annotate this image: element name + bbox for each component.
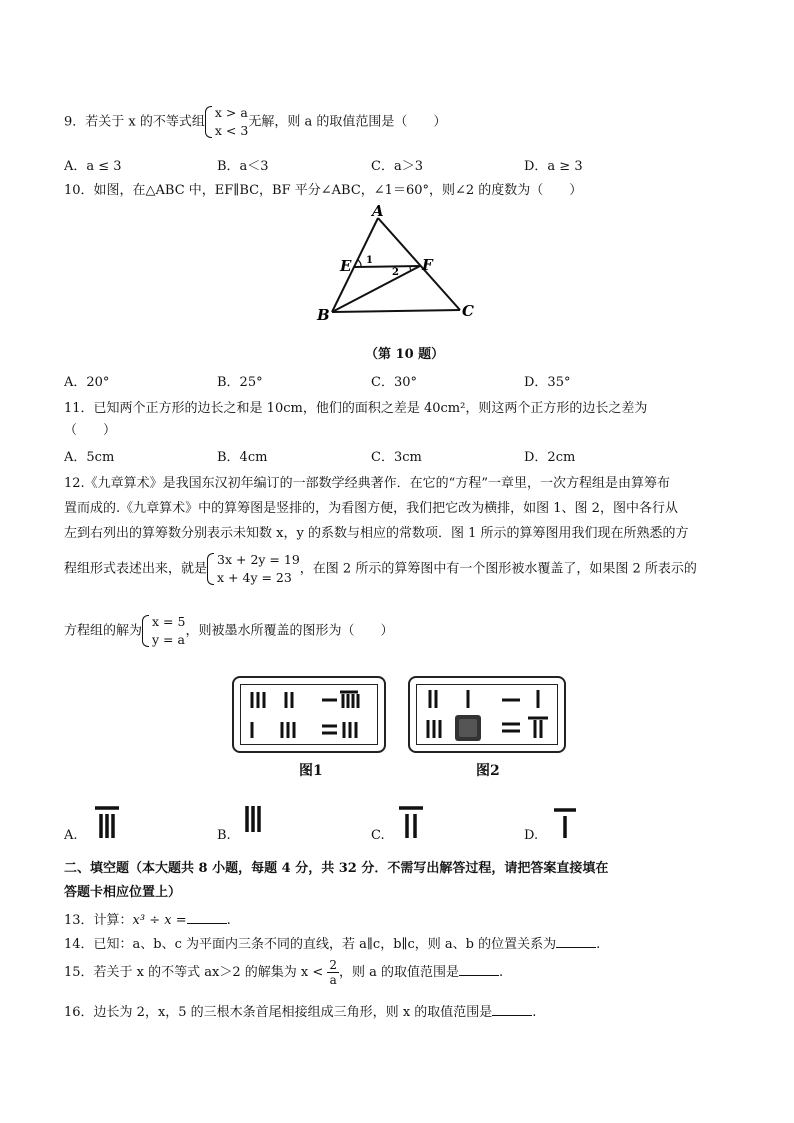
q15-suffix: ，则 a 的取值范围是 xyxy=(339,965,460,980)
q9-sys-line2: x < 3 xyxy=(214,123,249,138)
q9-prefix: 9．若关于 x 的不等式组 xyxy=(64,114,205,130)
q9-option-c[interactable]: C．a＞3 xyxy=(371,159,423,174)
figure-2-label: 图2 xyxy=(476,763,500,779)
q13-expression: x³ ÷ x = xyxy=(132,913,187,928)
q12-line1: 12.《九章算术》是我国东汉初年编订的一部数学经典著作．在它的“方程”一章里，一次方程组是由算筹布 xyxy=(64,476,670,491)
q16-suffix: . xyxy=(532,1005,537,1020)
q15-answer-blank[interactable] xyxy=(459,964,499,976)
q12-eq2: x + 4y = 23 xyxy=(217,570,292,585)
q12-line3: 左到右列出的算筹数分别表示未知数 x，y 的系数与相应的常数项．图 1 所示的算筹图用我们现在所熟悉的方 xyxy=(64,526,689,541)
section2-heading-line2: 答题卡相应位置上） xyxy=(64,885,182,900)
q12-line5-prefix: 方程组的解为 xyxy=(64,623,143,639)
section2-heading-line1: 二、填空题（本大题共 8 小题，每题 4 分，共 32 分．不需写出解答过程，请把答案直接填在 xyxy=(64,861,609,876)
figure-1-box xyxy=(232,676,386,753)
label-e: E xyxy=(340,257,352,275)
q9-sys-line1: x > a xyxy=(214,105,248,120)
q13-suffix: . xyxy=(226,913,231,928)
q12-option-d[interactable]: D. xyxy=(524,828,539,843)
q14-answer-blank[interactable] xyxy=(556,936,596,948)
q12-option-c[interactable]: C. xyxy=(371,828,385,843)
q16-answer-blank[interactable] xyxy=(492,1004,532,1016)
q15-fraction-den: a xyxy=(329,973,337,987)
q15 xyxy=(64,958,503,987)
q9-system xyxy=(205,104,248,140)
q9-suffix: 无解，则 a 的取值范围是（ ） xyxy=(248,114,447,130)
q14-suffix: . xyxy=(596,937,601,952)
q12-option-rods xyxy=(80,804,680,844)
label-b: B xyxy=(317,306,330,324)
q11-option-d[interactable]: D．2cm xyxy=(524,450,576,465)
figure-2-rods xyxy=(410,678,564,751)
q10-option-b[interactable]: B．25° xyxy=(217,375,263,390)
q12-eq1: 3x + 2y = 19 xyxy=(217,552,300,567)
figure-2-box xyxy=(408,676,566,753)
q14-text: 14．已知：a、b、c 为平面内三条不同的直线，若 a∥c，b∥c，则 a、b 的位置关系为 xyxy=(64,937,557,952)
q15-fraction-num: 2 xyxy=(329,958,338,972)
q13-prefix: 13．计算： xyxy=(64,913,133,928)
q15-fraction xyxy=(327,958,339,987)
q9-option-b[interactable]: B．a＜3 xyxy=(217,159,269,174)
angle-2-label: 2 xyxy=(392,267,399,278)
q12-option-b[interactable]: B. xyxy=(217,828,231,843)
q12-line2: 置而成的.《九章算术》中的算筹图是竖排的，为看图方便，我们把它改为横排，如图 1、图 2，图中各行从 xyxy=(64,501,678,516)
label-c: C xyxy=(462,302,474,320)
q11-paren: （ ） xyxy=(64,423,117,438)
q12-solution-system xyxy=(142,613,185,649)
q10-option-d[interactable]: D．35° xyxy=(524,375,571,390)
q11-stem: 11．已知两个正方形的边长之和是 10cm，他们的面积之差是 40cm²，则这两个正方形的边长之差为 xyxy=(64,401,648,416)
q9-option-a[interactable]: A．a ≤ 3 xyxy=(64,159,122,174)
q10-option-c[interactable]: C．30° xyxy=(371,375,417,390)
q12-line5 xyxy=(64,613,393,649)
label-f: F xyxy=(422,256,433,274)
q10-caption: （第 10 题） xyxy=(365,347,445,362)
q13-answer-blank[interactable] xyxy=(187,912,227,924)
q12-line4 xyxy=(64,551,697,587)
q11-option-a[interactable]: A．5cm xyxy=(64,450,115,465)
q12-line4-prefix: 程组形式表述出来，就是 xyxy=(64,561,208,577)
q12-sol1: x = 5 xyxy=(152,614,186,629)
q9-option-d[interactable]: D．a ≥ 3 xyxy=(524,159,583,174)
label-a: A xyxy=(372,202,384,220)
q15-end: . xyxy=(499,965,504,980)
q12-equation-system xyxy=(207,551,300,587)
q10-triangle-figure xyxy=(300,200,490,330)
angle-1-label: 1 xyxy=(366,255,373,266)
q9-stem xyxy=(64,104,446,140)
q11-option-b[interactable]: B．4cm xyxy=(217,450,268,465)
q12-sol2: y = a xyxy=(152,632,185,647)
q11-option-c[interactable]: C．3cm xyxy=(371,450,422,465)
q12-option-a[interactable]: A. xyxy=(64,828,78,843)
q12-line5-suffix: ，则被墨水所覆盖的图形为（ ） xyxy=(185,623,394,639)
q10-stem: 10．如图，在△ABC 中，EF∥BC，BF 平分∠ABC，∠1＝60°，则∠2 的度数为（ ） xyxy=(64,183,583,198)
q15-prefix: 15．若关于 x 的不等式 ax＞2 的解集为 x < xyxy=(64,965,324,980)
q13 xyxy=(64,909,231,928)
q10-option-a[interactable]: A．20° xyxy=(64,375,110,390)
q12-line4-suffix: ，在图 2 所示的算筹图中有一个图形被水覆盖了，如果图 2 所表示的 xyxy=(299,561,697,577)
q14 xyxy=(64,933,600,952)
figure-1-label: 图1 xyxy=(299,763,323,779)
q16 xyxy=(64,1001,536,1020)
q16-text: 16．边长为 2，x，5 的三根木条首尾相接组成三角形，则 x 的取值范围是 xyxy=(64,1005,493,1020)
figure-1-rods xyxy=(234,678,384,751)
